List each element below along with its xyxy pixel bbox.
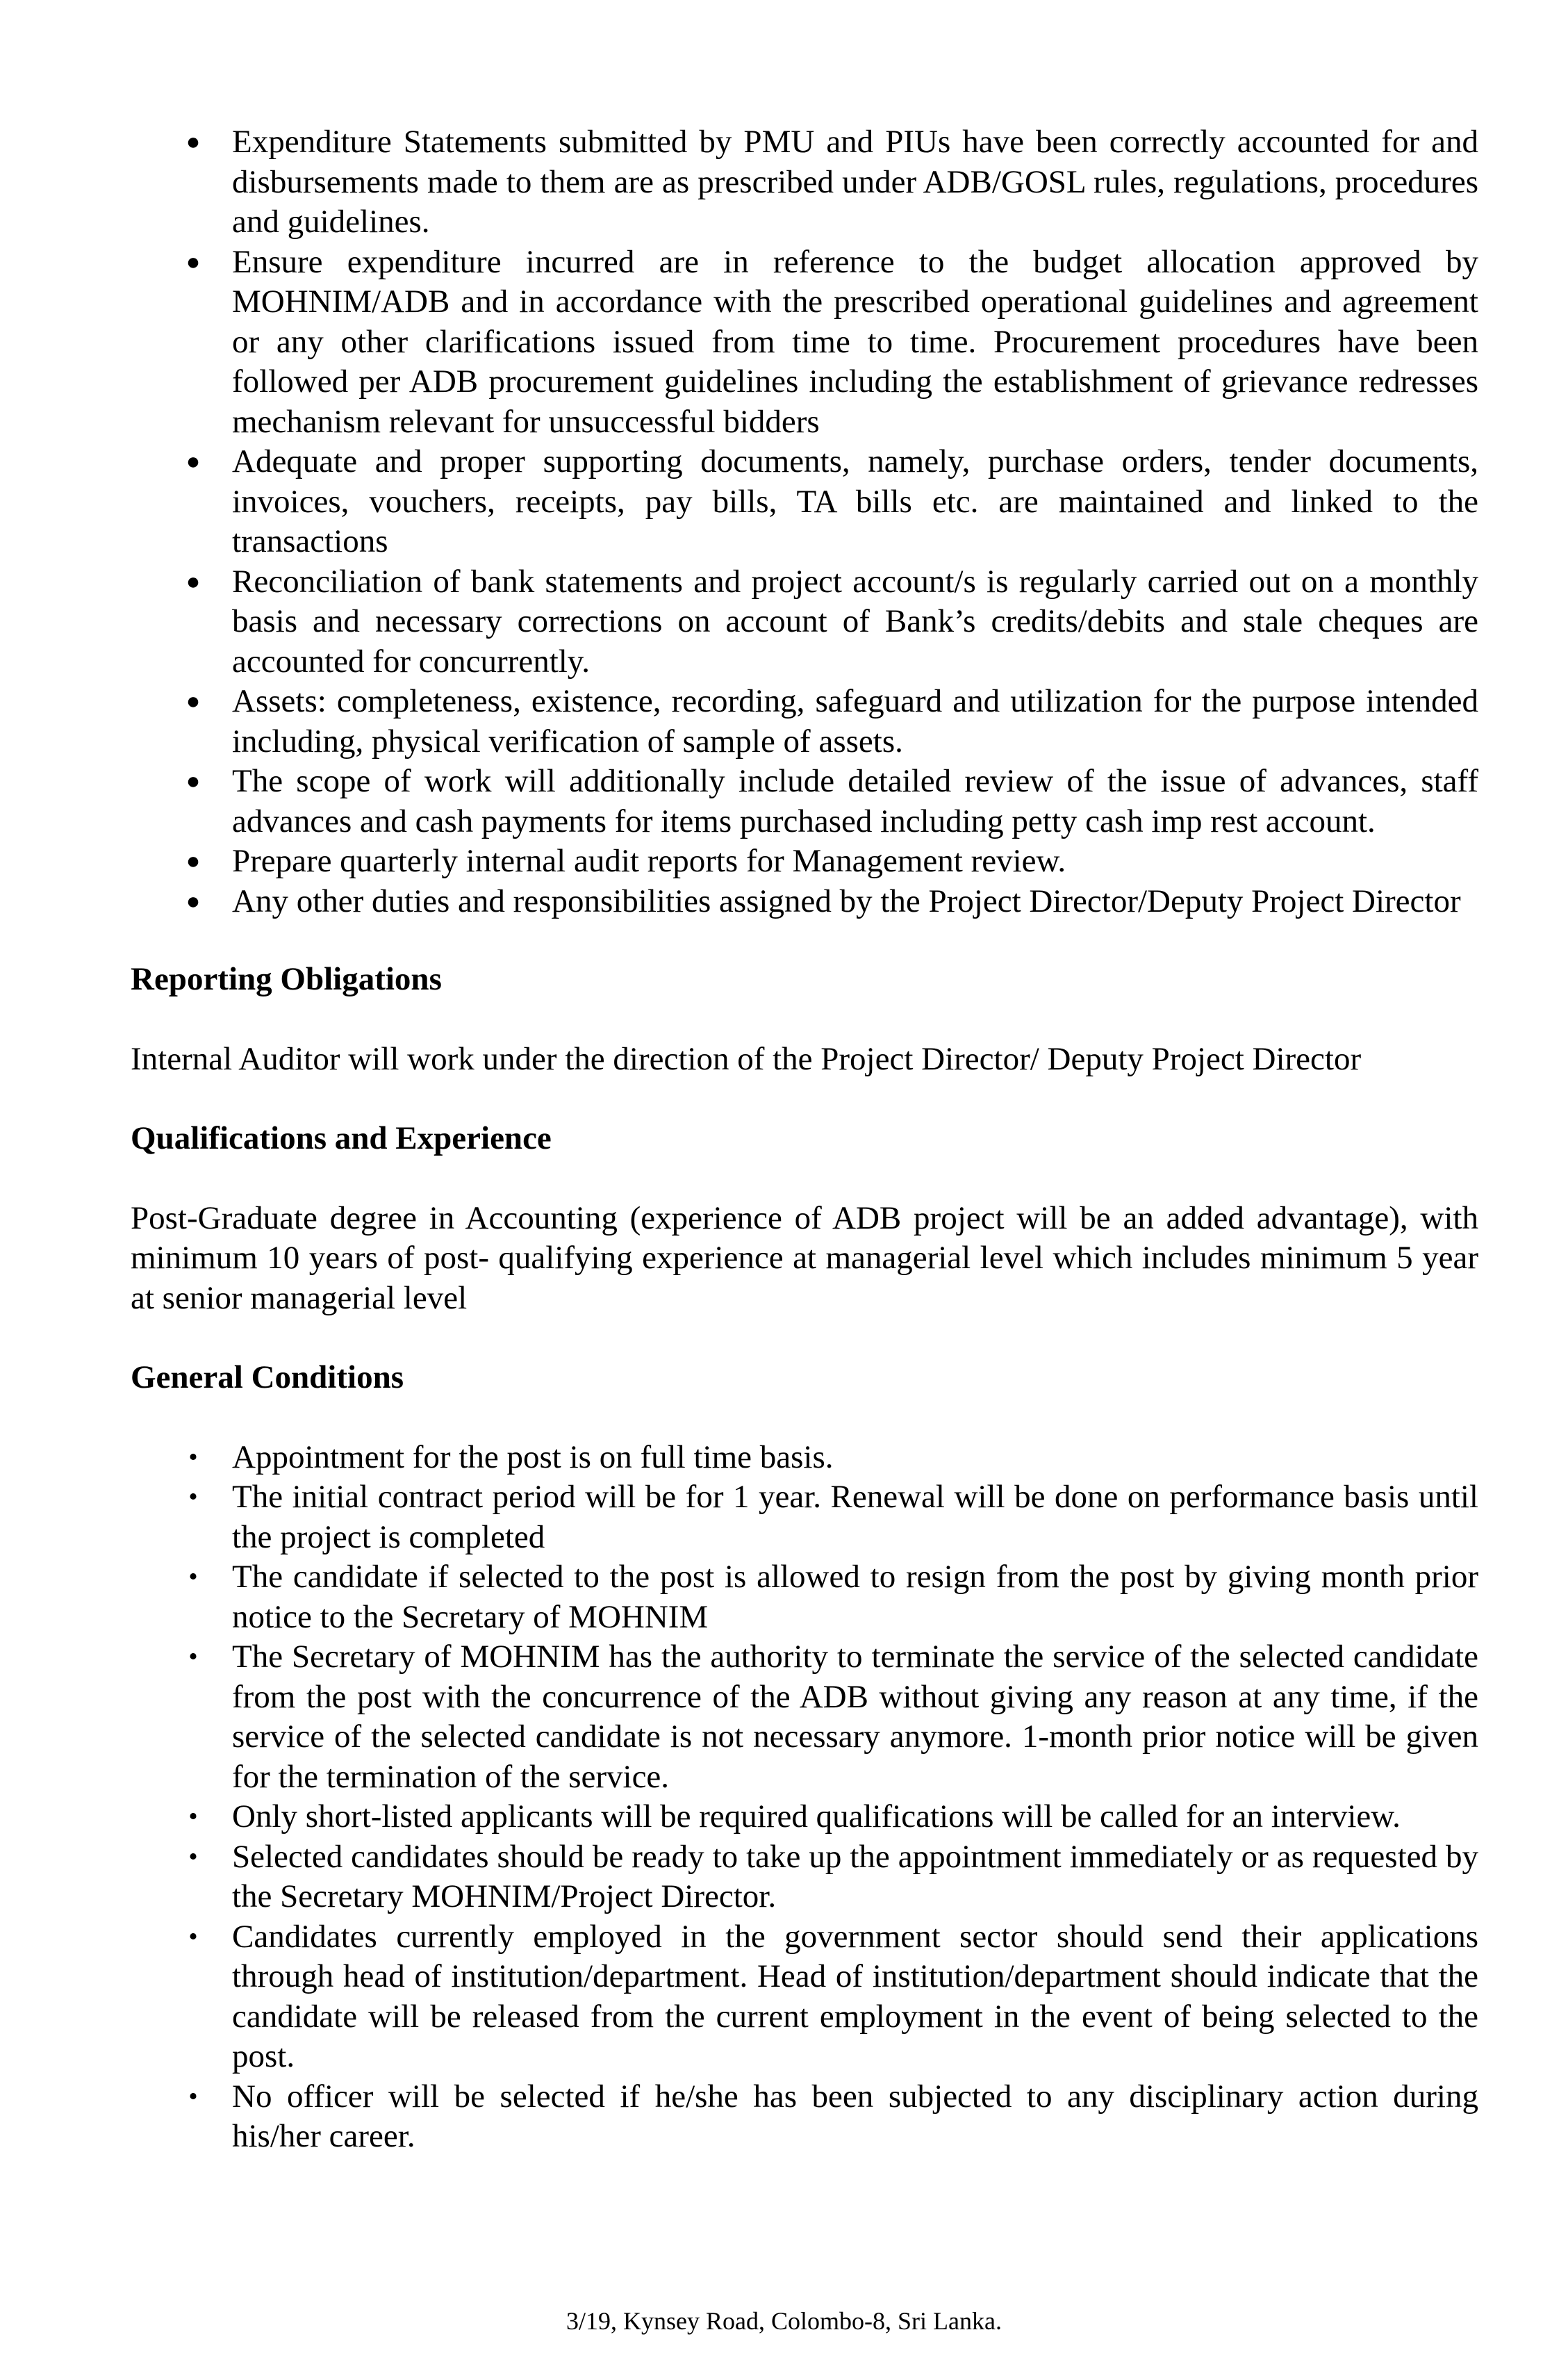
list-item-text: Only short-listed applicants will be required qualifications will be called for an interview. [232, 1798, 1401, 1835]
list-item [131, 1438, 1478, 1478]
list-item [131, 882, 1478, 922]
list-item [131, 842, 1478, 882]
responsibilities-list [131, 122, 1478, 921]
list-item-text: Appointment for the post is on full time basis. [232, 1438, 834, 1475]
list-item [131, 1477, 1478, 1557]
qualifications-paragraph: Post-Graduate degree in Accounting (experience of ADB project will be an added advantage), with minimum 10 years of post- qualifying experience at managerial level which includes minimum 5 year at senior managerial level [131, 1199, 1478, 1316]
list-item [131, 243, 1478, 443]
list-item [131, 1837, 1478, 1917]
list-item-text: Selected candidates should be ready to take up the appointment immediately or as requested by the Secretary MOHNIM/Project Director. [232, 1838, 1478, 1914]
general-conditions-list [131, 1438, 1478, 2157]
bullet-icon: ● [185, 769, 201, 794]
list-item-text: Candidates currently employed in the government sector should send their applications through head of institution/department. Head of institution/department should indicate that the candidate will be released from the current employment in the event of being selected to the post. [232, 1918, 1478, 2074]
bullet-icon: ● [185, 689, 201, 714]
list-item [131, 562, 1478, 682]
bullet-icon: ● [185, 249, 201, 275]
section-heading-reporting: Reporting Obligations [131, 961, 442, 997]
list-item-text: The initial contract period will be for 1 year. Renewal will be done on performance basis until the project is completed [232, 1479, 1478, 1555]
list-item [131, 1557, 1478, 1637]
list-item-text: Ensure expenditure incurred are in reference to the budget allocation approved by MOHNIM/ADB and in accordance with the prescribed operational guidelines and agreement or any other clarifications issued from time to time. Procurement procedures have been followed per ADB procurement guidelines including the establishment of grievance redresses mechanism relevant for unsuccessful bidders [232, 243, 1478, 440]
list-item-text: Assets: completeness, existence, recording, safeguard and utilization for the purpose intended including, physical verification of sample of assets. [232, 683, 1478, 760]
reporting-paragraph: Internal Auditor will work under the direction of the Project Director/ Deputy Project Director [131, 1040, 1362, 1077]
bullet-icon: • [188, 1482, 198, 1511]
list-item-text: Adequate and proper supporting documents, namely, purchase orders, tender documents, invoices, vouchers, receipts, pay bills, TA bills etc. are maintained and linked to the transactions [232, 443, 1478, 559]
list-item [131, 762, 1478, 842]
bullet-icon: • [188, 1642, 198, 1671]
bullet-icon: • [188, 1841, 198, 1871]
document-page [131, 122, 1478, 2157]
section-heading-general-conditions: General Conditions [131, 1359, 404, 1395]
list-item-text: No officer will be selected if he/she has been subjected to any disciplinary action during his/her career. [232, 2078, 1478, 2154]
bullet-icon: ● [185, 129, 201, 155]
list-item [131, 122, 1478, 243]
list-item [131, 1637, 1478, 1797]
bullet-icon: ● [185, 888, 201, 914]
bullet-icon: ● [185, 568, 201, 595]
bullet-icon: • [188, 1802, 198, 1831]
bullet-icon: • [188, 1562, 198, 1591]
list-item-text: Prepare quarterly internal audit reports for Management review. [232, 843, 1066, 879]
bullet-icon: ● [185, 848, 201, 874]
bullet-icon: • [188, 2081, 198, 2111]
list-item-text: Expenditure Statements submitted by PMU and PIUs have been correctly accounted for and disbursements made to them are as prescribed under ADB/GOSL rules, regulations, procedures and guidelines. [232, 124, 1478, 240]
list-item [131, 2077, 1478, 2157]
list-item-text: Reconciliation of bank statements and project account/s is regularly carried out on a monthly basis and necessary corrections on account of Bank’s credits/debits and stale cheques are accounted for concurrently. [232, 563, 1478, 680]
list-item-text: Any other duties and responsibilities assigned by the Project Director/Deputy Project Director [232, 883, 1461, 919]
list-item [131, 442, 1478, 562]
list-item [131, 682, 1478, 762]
list-item-text: The scope of work will additionally include detailed review of the issue of advances, staff advances and cash payments for items purchased including petty cash imp rest account. [232, 763, 1478, 839]
list-item-text: The Secretary of MOHNIM has the authority to terminate the service of the selected candidate from the post with the concurrence of the ADB without giving any reason at any time, if the service of the selected candidate is not necessary anymore. 1-month prior notice will be given for the termination of the service. [232, 1639, 1478, 1795]
list-item [131, 1917, 1478, 2077]
page-footer-address: 3/19, Kynsey Road, Colombo-8, Sri Lanka. [566, 2307, 1002, 2335]
bullet-icon: • [188, 1921, 198, 1951]
section-heading-qualifications: Qualifications and Experience [131, 1120, 552, 1156]
bullet-icon: • [188, 1442, 198, 1472]
bullet-icon: ● [185, 449, 201, 475]
list-item [131, 1797, 1478, 1837]
list-item-text: The candidate if selected to the post is allowed to resign from the post by giving month prior notice to the Secretary of MOHNIM [232, 1559, 1478, 1635]
